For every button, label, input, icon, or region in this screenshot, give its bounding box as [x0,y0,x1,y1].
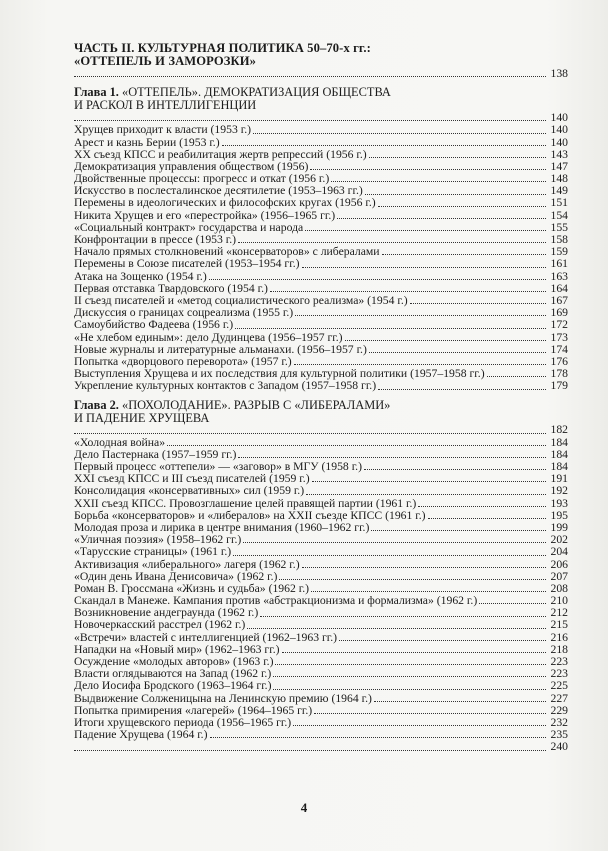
chapter-1-label: Глава 1. [74,85,119,100]
leader-dots [337,218,546,219]
leader-dots [364,469,546,470]
toc-entry-title: Итоги хрущевского периода (1956–1965 гг.) [74,715,292,729]
toc-entry-title: Выдвижение Солженицына на Ленинскую премию (1964 г.) [74,691,372,705]
toc-entry-page: 174 [550,342,568,356]
leader-dots [479,603,546,604]
toc-entry-title: «Не хлебом единым»: дело Дудинцева (1956–1957 гг.) [74,330,343,344]
toc-entry-title: Выступления Хрущева и их последствия для культурной политики (1957–1958 гг.) [74,367,485,381]
toc-entry [74,198,568,210]
toc-entry-title: Возникновение андеграунда (1962 г.) [74,606,259,620]
toc-entry-title: Перемены в Союзе писателей (1953–1954 гг.) [74,257,300,271]
toc-entry-title: Демократизация управления обществом (1956) [74,159,309,173]
toc-entry [74,559,568,571]
leader-dots [302,267,546,268]
toc-entry-page: 140 [550,123,568,137]
toc-entry-page: 178 [550,367,568,381]
toc-entry-title: Самоубийство Фадеева (1956 г.) [74,318,234,332]
toc-entry-page: 195 [550,508,568,522]
leader-dots [260,616,546,617]
toc-entry-title: Хрущев приходит к власти (1953 г.) [74,123,252,137]
toc-entry-title: Падение Хрущева (1964 г.) [74,728,208,742]
toc-entry-page: 147 [550,159,568,173]
chapter-2-entries [74,437,568,742]
chapter-2-title-line2: И ПАДЕНИЕ ХРУЩЕВА [74,410,210,425]
leader-dots [314,713,546,714]
chapter-2 [74,399,568,754]
leader-dots [378,389,546,390]
leader-dots [279,579,546,580]
part-page-row [74,68,568,80]
toc-entry-page: 193 [550,496,568,510]
leader-dots [410,303,546,304]
toc-entry-title: Арест и казнь Берии (1953 г.) [74,135,220,149]
toc-entry-page: 229 [550,703,568,717]
toc-entry [74,546,568,558]
toc-entry-title: Роман В. Гроссмана «Жизнь и судьба» (1962 г.) [74,581,310,595]
toc-entry [74,729,568,741]
toc-entry-page: 232 [550,715,568,729]
toc-entry-title: Конфронтации в прессе (1953 г.) [74,233,237,247]
leader-dots [312,481,546,482]
leader-dots [253,133,546,134]
toc-entry-title: Перемены в идеологических и философских кругах (1956 г.) [74,196,376,210]
toc-entry-title: Осуждение «молодых авторов» (1963 г.) [74,655,274,669]
toc-entry-page: 167 [550,293,568,307]
toc-entry [74,258,568,270]
part-title-line2: «ОТТЕПЕЛЬ И ЗАМОРОЗКИ» [74,54,257,68]
toc-entry-title: Двойственные процессы: прогресс и откат (1956 г.) [74,172,330,186]
leader-dots [369,352,546,353]
toc-entry-page: 199 [550,520,568,534]
toc-entry-title: Активизация «либерального» лагеря (1962 г.) [74,557,300,571]
toc-entry-title: Укрепление культурных контактов с Западом (1957–1958 гг.) [74,379,377,393]
toc-entry-title: Первый процесс «оттепели» — «заговор» в МГУ (1958 г.) [74,460,362,474]
toc-entry-page: 173 [550,330,568,344]
toc-entry-page: 140 [550,135,568,149]
toc-entry-title: «Тарусские страницы» (1961 г.) [74,545,232,559]
toc-entry-page: 164 [550,281,568,295]
leader-dots [235,328,546,329]
leader-dots [273,689,546,690]
toc-entry [74,332,568,344]
chapter-2-heading-line1 [74,399,568,412]
toc-entry-title: Молодая проза и лирика в центре внимания (1960–1962 гг.) [74,520,370,534]
toc-entry-title: Никита Хрущев и его «перестройка» (1956–1965 гг.) [74,208,336,222]
leader-dots [74,120,546,121]
leader-dots [294,364,546,365]
chapter-1-page: 140 [550,111,568,125]
leader-dots [369,157,546,158]
toc-entry-page: 151 [550,196,568,210]
toc-entry-page: 149 [550,184,568,198]
toc-entry-title: Скандал в Манеже. Кампания против «абстракционизма и формализма» (1962 г.) [74,594,478,608]
toc-entry-page: 184 [550,435,568,449]
chapter-1-title-line2: И РАСКОЛ В ИНТЕЛЛИГЕНЦИИ [74,98,257,113]
toc-entry-page: 235 [550,728,568,742]
toc-entry-title: Дело Пастернака (1957–1959 гг.) [74,447,237,461]
leader-dots [331,181,546,182]
toc-entry [74,124,568,136]
chapter-2-label: Глава 2. [74,397,119,412]
toc-entry-page: 215 [550,618,568,632]
toc-entry-page: 143 [550,147,568,161]
toc-entry-title: Попытка примирения «лагерей» (1964–1965 гг.) [74,703,313,717]
toc-entry-page: 169 [550,306,568,320]
chapter-1-title-line1: «ОТТЕПЕЛЬ». ДЕМОКРАТИЗАЦИЯ ОБЩЕСТВА [122,85,391,100]
leader-dots [238,242,546,243]
leader-dots [293,725,546,726]
toc-entry-title: Новочеркасский расстрел (1962 г.) [74,618,246,632]
leader-dots [371,530,546,531]
leader-dots [295,315,546,316]
toc-entry-title: «Уличная поэзия» (1958–1962 гг.) [74,533,242,547]
toc-entry-title: Атака на Зощенко (1954 г.) [74,269,207,283]
leader-dots [378,206,546,207]
toc-entry-page: 184 [550,460,568,474]
leader-dots [270,291,546,292]
toc-entry-title: Начало прямых столкновений «консерваторов» с либералами [74,245,380,259]
toc-entry-page: 202 [550,533,568,547]
toc-entry-page: 161 [550,257,568,271]
toc-entry-title: Искусство в послесталинское десятилетие (1953–1963 гг.) [74,184,363,198]
toc-entry-page: 212 [550,606,568,620]
toc-entry-title: «Один день Ивана Денисовича» (1962 г.) [74,569,278,583]
leader-dots [310,169,546,170]
toc-entry-title: XXI съезд КПСС и III съезд писателей (1959 г.) [74,472,310,486]
table-of-contents [74,42,568,754]
leader-dots [428,518,546,519]
chapter-2-page: 182 [550,423,568,437]
toc-entry-title: «Холодная война» [74,435,166,449]
toc-entry-page: 163 [550,269,568,283]
toc-entry-page: 223 [550,667,568,681]
toc-entry-page: 208 [550,581,568,595]
leader-dots [282,652,546,653]
leader-dots [302,567,546,568]
toc-entry [74,693,568,705]
leader-dots [382,254,546,255]
leader-dots [275,664,546,665]
toc-entry-title: Попытка «дворцового переворота» (1957 г.) [74,354,292,368]
leader-dots [167,445,546,446]
leader-dots [74,76,546,77]
toc-entry-page: 210 [550,594,568,608]
leader-dots [238,457,546,458]
leader-dots [233,555,546,556]
leader-dots [365,194,546,195]
leader-dots [418,506,546,507]
leader-dots [339,640,546,641]
toc-entry-title: XX съезд КПСС и реабилитация жертв репрессий (1956 г.) [74,147,367,161]
leader-dots [273,676,546,677]
chapter-2-page-row [74,425,568,437]
toc-entry-page: 148 [550,172,568,186]
toc-entry [74,485,568,497]
toc-entry-page: 158 [550,233,568,247]
toc-entry-page: 227 [550,691,568,705]
toc-entry-title: Власти оглядываются на Запад (1962 г.) [74,667,272,681]
leader-dots [374,701,546,702]
leader-dots [209,279,546,280]
toc-entry-page: 179 [550,379,568,393]
toc-entry-title: Консолидация «консервативных» сил (1959 г.) [74,484,305,498]
leader-dots [222,145,546,146]
toc-entry-page: 225 [550,679,568,693]
toc-entry-page: 155 [550,220,568,234]
page-number: 4 [300,800,308,815]
toc-entry-title: XXII съезд КПСС. Провозглашение целей правящей партии (1961 г.) [74,496,417,510]
toc-entry-page: 176 [550,354,568,368]
chapter-1 [74,86,568,392]
leader-dots [487,376,546,377]
toc-entry-page: 172 [550,318,568,332]
leader-dots [210,737,547,738]
toc-entry-page: 204 [550,545,568,559]
leader-dots [74,750,546,751]
toc-entry-title: Дискуссия о границах соцреализма (1955 г.) [74,306,294,320]
toc-entry [74,271,568,283]
toc-entry-page: 206 [550,557,568,571]
toc-entry-page: 207 [550,569,568,583]
toc-entry-title: Первая отставка Твардовского (1954 г.) [74,281,268,295]
toc-entry [74,620,568,632]
chapter-1-entries [74,124,568,392]
toc-entry-title: «Социальный контракт» государства и народа [74,220,304,234]
leader-dots [247,628,546,629]
toc-entry-title: Дело Иосифа Бродского (1963–1964 гг.) [74,679,272,693]
chapter-2-title-line1: «ПОХОЛОДАНИЕ». РАЗРЫВ С «ЛИБЕРАЛАМИ» [122,397,391,412]
leader-dots [311,591,546,592]
leader-dots [345,340,546,341]
toc-entry-title: Новые журналы и литературные альманахи. (1956–1957 г.) [74,342,367,356]
toc-entry [74,137,568,149]
leader-dots [306,494,546,495]
leader-dots [305,230,546,231]
toc-entry-page: 218 [550,642,568,656]
toc-entry-title: II съезд писателей и «метод социалистического реализма» (1954 г.) [74,293,408,307]
toc-entry [74,498,568,510]
toc-entry [74,380,568,392]
toc-entry-page: 191 [550,472,568,486]
toc-entry-page: 184 [550,447,568,461]
toc-entry-page: 154 [550,208,568,222]
toc-entry-page: 223 [550,655,568,669]
leader-dots [243,542,546,543]
part-page: 138 [550,66,568,80]
toc-entry-title: Нападки на «Новый мир» (1962–1963 гг.) [74,642,280,656]
toc-entry-title: Борьба «консерваторов» и «либералов» на XXII съезде КПСС (1961 г.) [74,508,426,522]
toc-entry-title: «Встречи» властей с интеллигенцией (1962–1963 гг.) [74,630,338,644]
toc-entry [74,680,568,692]
leader-dots [74,433,546,434]
toc-entry [74,319,568,331]
toc-entry-page: 159 [550,245,568,259]
chapter-2-last-page-row [74,741,568,753]
toc-entry-page: 216 [550,630,568,644]
part-title-line1: ЧАСТЬ II. КУЛЬТУРНАЯ ПОЛИТИКА 50–70-х гг.: [74,41,371,55]
chapter-2-last-page: 240 [550,740,568,754]
toc-entry-page: 192 [550,484,568,498]
